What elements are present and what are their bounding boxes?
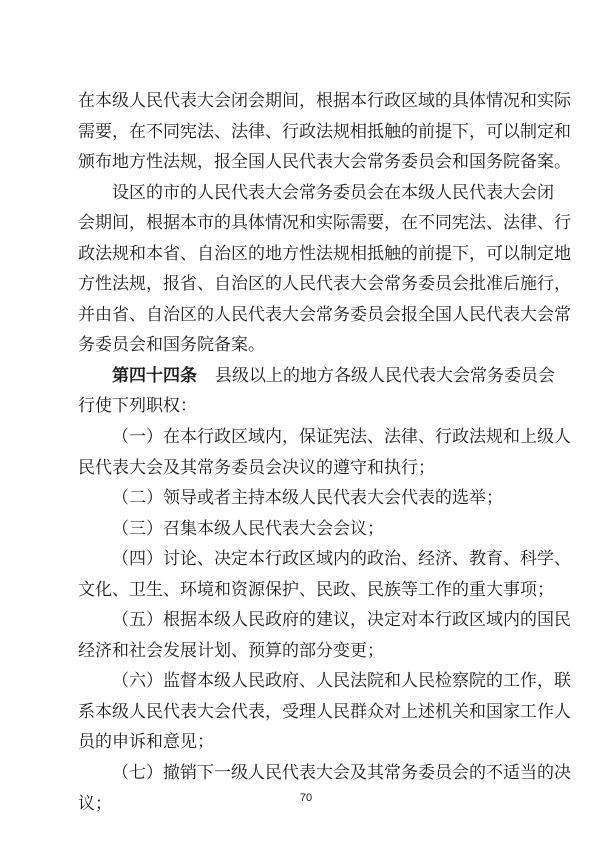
text-line: 民代表大会及其常务委员会决议的遵守和执行；	[78, 457, 435, 478]
article-number: 第四十四条	[112, 365, 197, 386]
text-line: 行使下列职权：	[78, 396, 197, 417]
text-line: 务委员会和国务院备案。	[78, 335, 265, 356]
text-line: （五）根据本级人民政府的建议，决定对本行政区域内的国民	[112, 610, 571, 631]
text-line: （一）在本行政区域内，保证宪法、法律、行政法规和上级人	[112, 427, 571, 448]
text-line: （二）领导或者主持本级人民代表大会代表的选举；	[112, 488, 503, 509]
text-line: 设区的市的人民代表大会常务委员会在本级人民代表大会闭	[112, 182, 554, 203]
text-line: 并由省、自治区的人民代表大会常务委员会报全国人民代表大会常	[78, 304, 571, 325]
text-line: 政法规和本省、自治区的地方性法规相抵触的前提下，可以制定地	[78, 243, 571, 264]
document-body	[78, 86, 571, 819]
text-line: 颁布地方性法规，报全国人民代表大会常务委员会和国务院备案。	[78, 152, 571, 173]
text-line: （七）撤销下一级人民代表大会及其常务委员会的不适当的决	[112, 763, 571, 784]
text-line: 员的申诉和意见；	[78, 732, 214, 753]
text-line: 议；	[78, 793, 112, 814]
page-number: 70	[299, 792, 313, 804]
article-text: 县级以上的地方各级人民代表大会常务委员会	[215, 365, 555, 386]
text-line: 文化、卫生、环境和资源保护、民政、民族等工作的重大事项；	[78, 579, 554, 600]
text-line: 会期间，根据本市的具体情况和实际需要，在不同宪法、法律、行	[78, 213, 571, 234]
article-heading-line	[78, 361, 555, 392]
text-line: 系本级人民代表大会代表，受理人民群众对上述机关和国家工作人	[78, 701, 571, 722]
text-line: （四）讨论、决定本行政区域内的政治、经济、教育、科学、	[112, 549, 571, 570]
text-line: 经济和社会发展计划、预算的部分变更；	[78, 640, 384, 661]
text-line: 需要，在不同宪法、法律、行政法规相抵触的前提下，可以制定和	[78, 121, 571, 142]
text-line: 在本级人民代表大会闭会期间，根据本行政区域的具体情况和实际	[78, 91, 571, 111]
text-line: 方性法规，报省、自治区的人民代表大会常务委员会批准后施行，	[78, 274, 571, 295]
text-line: （六）监督本级人民政府、人民法院和人民检察院的工作，联	[112, 671, 571, 692]
text-line: （三）召集本级人民代表大会会议；	[112, 518, 384, 539]
